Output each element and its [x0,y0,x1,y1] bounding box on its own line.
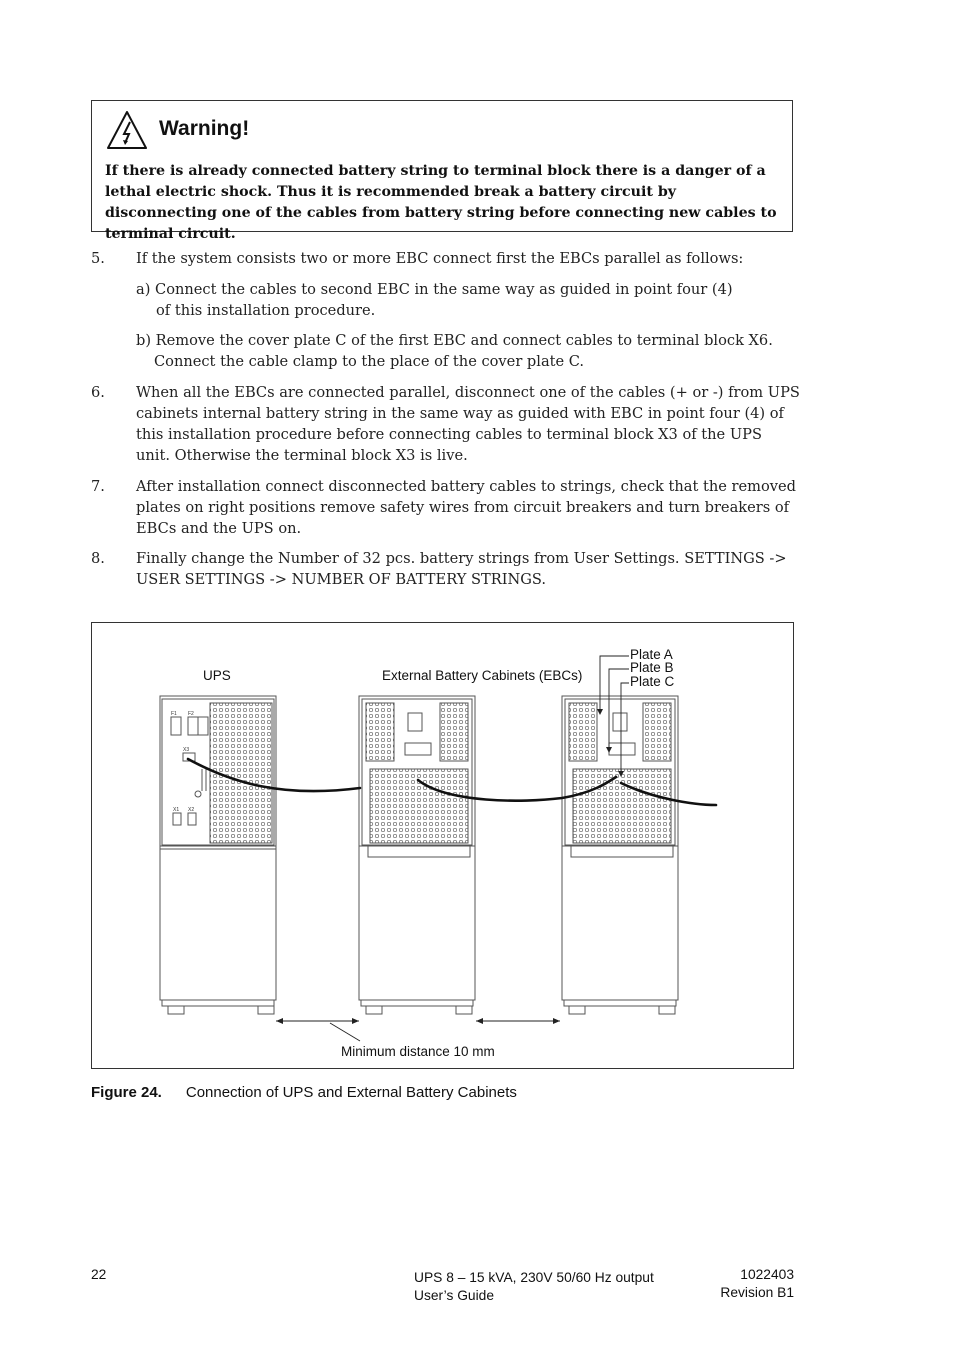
label-plate-a: Plate A [630,647,673,662]
warning-title: Warning! [159,117,250,140]
ups-terminal-label-f2: F2 [188,711,194,717]
step-number: 8. [91,550,105,567]
caption-text: Connection of UPS and External Battery Cabinets [185,1084,517,1101]
sub-line-continued: Connect the cable clamp to the place of the cover plate C. [154,353,585,370]
label-ups: UPS [203,668,231,683]
sub-line: b) Remove the cover plate C of the first EBC and connect cables to terminal block X6. [136,332,773,349]
ups-cabinet [160,696,276,1014]
step-text: When all the EBCs are connected parallel, disconnect one of the cables (+ or -) from UPS cabinets internal battery string in the same way as guided with EBC in point four (4) of this installation procedure before connecting cables to terminal block X3 of the UPS unit. Otherwise the terminal block X3 is live. [136,384,800,464]
footer-revision: Revision B1 [720,1285,794,1300]
ups-terminal-label-f1: F1 [171,711,177,717]
caption-number: Figure 24. [91,1084,162,1101]
sub-line: a) Connect the cables to second EBC in the same way as guided in point four (4) [136,281,733,298]
cabinet-connection-diagram [92,623,793,1068]
manual-page: Warning! If there is already connected battery string to terminal block there is a danger of a lethal electric shock. Thus it is recommended break a battery circuit by disconnecting one of the cables from battery string before connecting new cables to terminal circuit. 5. If the system consists two or more EBC connect first the EBCs parallel as follows: a) Connect the cables to second EBC in the same way as guided in point four (4) of this installation procedure. b) Remove the cover plate C of the first EBC and connect cables to terminal block X6. Connect the cable clamp to the place of the cover plate C. 6. When all the EBCs are connected parallel, disconnect one of the cables (+ or -) from UPS cabinets internal battery string in the same way as guided with EBC in point four (4) of this installation procedure before connecting cables to terminal block X3 of the UPS unit. Otherwise the terminal block X3 is live. 7. After installation connect disconnected battery cables to strings, check that the removed plates on right positions remove safety wires from circuit breakers and turn breakers of EBCs and the UPS on. 8. Finally change the Number of 32 pcs. battery strings from User Settings. SETTINGS -> USER SETTINGS -> NUMBER OF BATTERY STRINGS. F1 F2 X3 X1 X2 UPS External Battery Cabinets (EBCs) Plate A Plate B Plate C Minimum distance 10 mm Figure 24. Connection of UPS and External Battery Cabinets 22 UPS 8 – 15 kVA, 230V 50/60 Hz output User’s Guide 1022403 Revision B1 [0,0,954,1351]
figure-caption [91,1084,517,1101]
label-ebcs: External Battery Cabinets (EBCs) [382,668,583,683]
ups-terminal-labels [171,711,194,813]
distance-markers [276,1021,560,1041]
warning-box [91,100,793,242]
warning-high-voltage-icon [106,109,148,151]
step-text: After installation connect disconnected battery cables to strings, check that the removed plates on right positions remove safety wires from circuit breakers and turn breakers of EBCs and the UPS on. [136,478,796,537]
ups-terminal-label-x3: X3 [183,747,190,753]
footer-doc-info [720,1266,794,1302]
label-min-distance: Minimum distance 10 mm [341,1044,495,1059]
step-number: 7. [91,478,105,495]
step-5-sub-a [136,279,796,321]
figure-24 [91,622,794,1069]
footer-doc-number: 1022403 [740,1267,794,1282]
footer-page-number: 22 [91,1267,107,1282]
sub-line-continued: of this installation procedure. [156,302,376,319]
ups-terminal-label-x1: X1 [173,807,180,813]
step-text: If the system consists two or more EBC connect first the EBCs parallel as follows: [136,250,744,267]
warning-text: If there is already connected battery string to terminal block there is a danger of a lethal electric shock. Thus it is recommended break a battery circuit by disconnecting one of the cables from battery string before connecting new cables to terminal circuit. [105,163,777,242]
step-number: 6. [91,384,105,401]
ups-terminal-label-x2: X2 [188,807,195,813]
step-5-sub-b [136,330,796,372]
step-number: 5. [91,250,105,267]
ebc-cabinet-2 [562,696,678,1014]
label-plate-b: Plate B [630,660,674,675]
step-text: Finally change the Number of 32 pcs. battery strings from User Settings. SETTINGS -> USER SETTINGS -> NUMBER OF BATTERY STRINGS. [136,550,787,588]
label-plate-c: Plate C [630,674,675,689]
ebc-cabinet-1 [359,696,475,1014]
